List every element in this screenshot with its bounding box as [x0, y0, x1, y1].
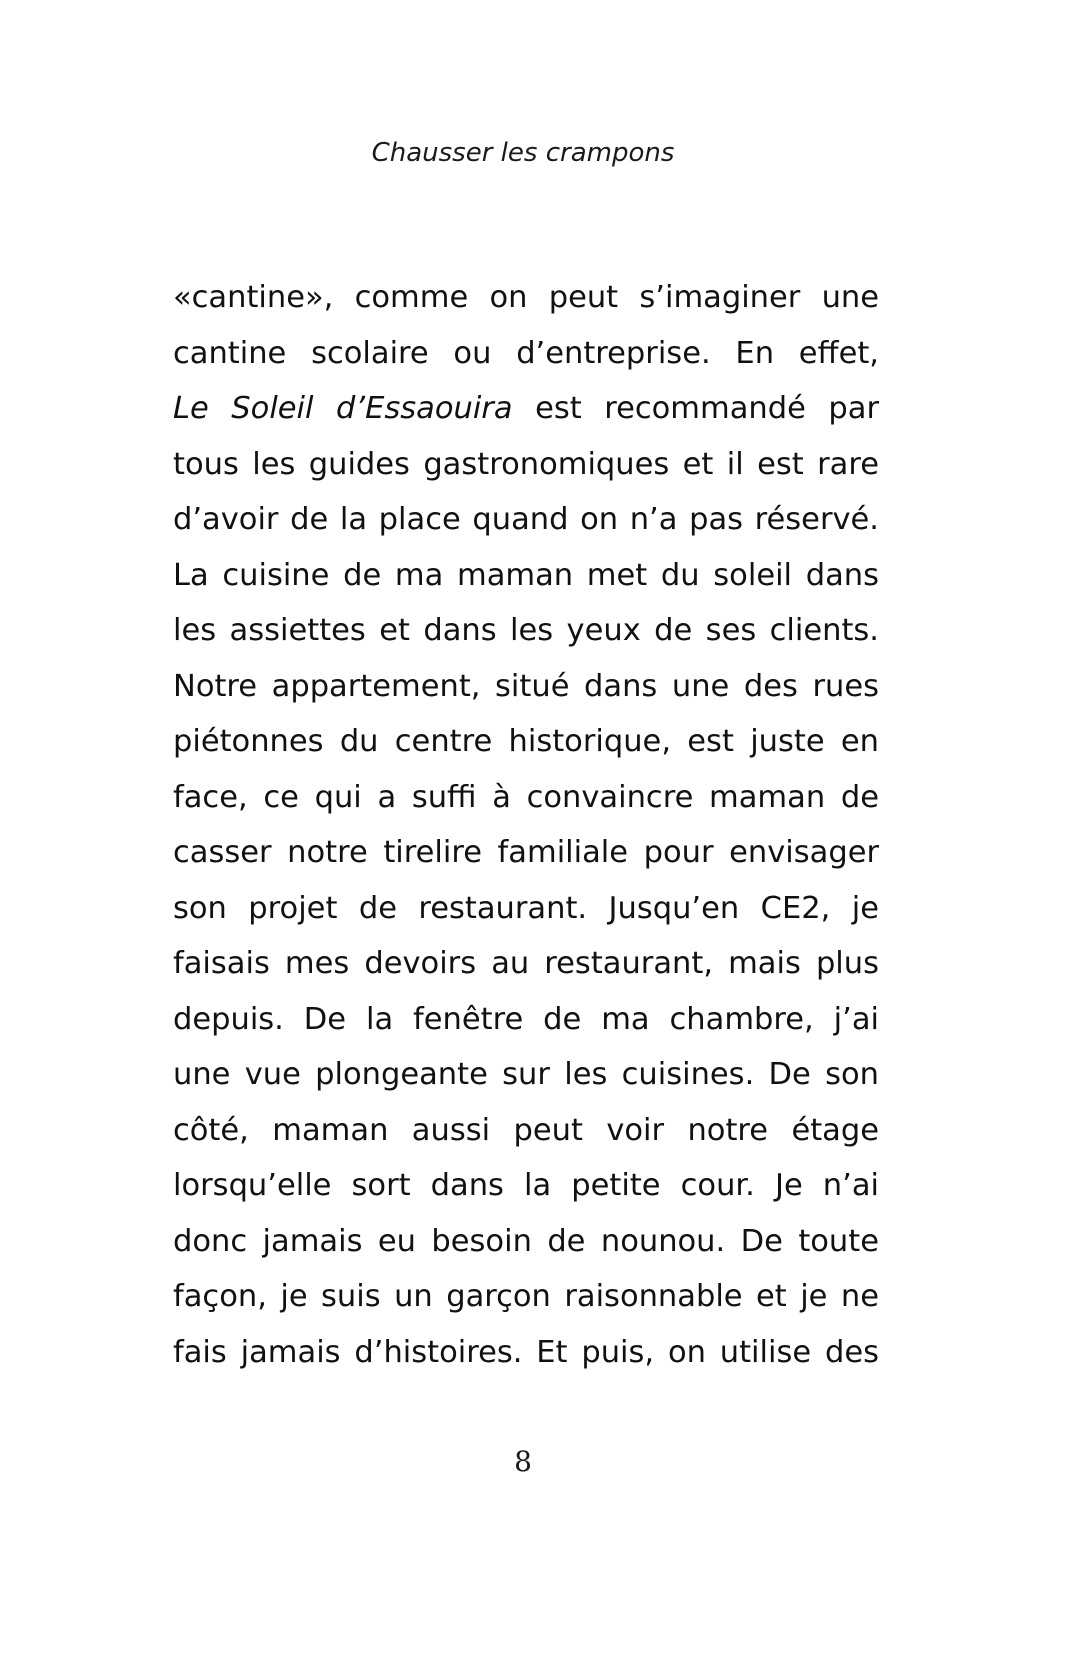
text-line: son projet de restaurant. Jusqu’en CE2, je: [173, 890, 879, 926]
text-line: Notre appartement, situé dans une des rues: [173, 668, 879, 704]
text-line: une vue plongeante sur les cuisines. De son: [173, 1057, 879, 1092]
page-number: 8: [514, 1445, 532, 1478]
text-line: cantine scolaire ou d’entreprise. En effet,: [173, 335, 879, 371]
text-line: faisais mes devoirs au restaurant, mais plus: [173, 946, 879, 981]
text-line: [173, 381, 879, 437]
text-line: fais jamais d’histoires. Et puis, on utilise des: [173, 1334, 879, 1370]
text-line: lorsqu’elle sort dans la petite cour. Je n’ai: [173, 1168, 879, 1203]
text-line: façon, je suis un garçon raisonnable et je ne: [173, 1279, 879, 1314]
text-line: d’avoir de la place quand on n’a pas réservé.: [173, 502, 879, 537]
text-line: piétonnes du centre historique, est juste en: [173, 724, 879, 759]
text-line: depuis. De la fenêtre de ma chambre, j’ai: [173, 1001, 879, 1037]
text-line: tous les guides gastronomiques et il est rare: [173, 446, 879, 482]
text-line: La cuisine de ma maman met du soleil dans: [173, 557, 879, 593]
text-line: casser notre tirelire familiale pour envisager: [173, 835, 879, 870]
body-paragraph: [173, 270, 879, 1380]
text-line: côté, maman aussi peut voir notre étage: [173, 1112, 879, 1148]
text-line: les assiettes et dans les yeux de ses clients.: [173, 613, 879, 648]
text-line-rest: est recommandé par: [512, 391, 879, 426]
text-line: face, ce qui a suffi à convaincre maman de: [173, 779, 879, 815]
running-head-title: Chausser les crampons: [371, 138, 675, 168]
restaurant-name: Le Soleil d’Essaouira: [173, 391, 513, 426]
text-line: donc jamais eu besoin de nounou. De toute: [173, 1223, 879, 1259]
text-line: «cantine», comme on peut s’imaginer une: [173, 280, 879, 315]
